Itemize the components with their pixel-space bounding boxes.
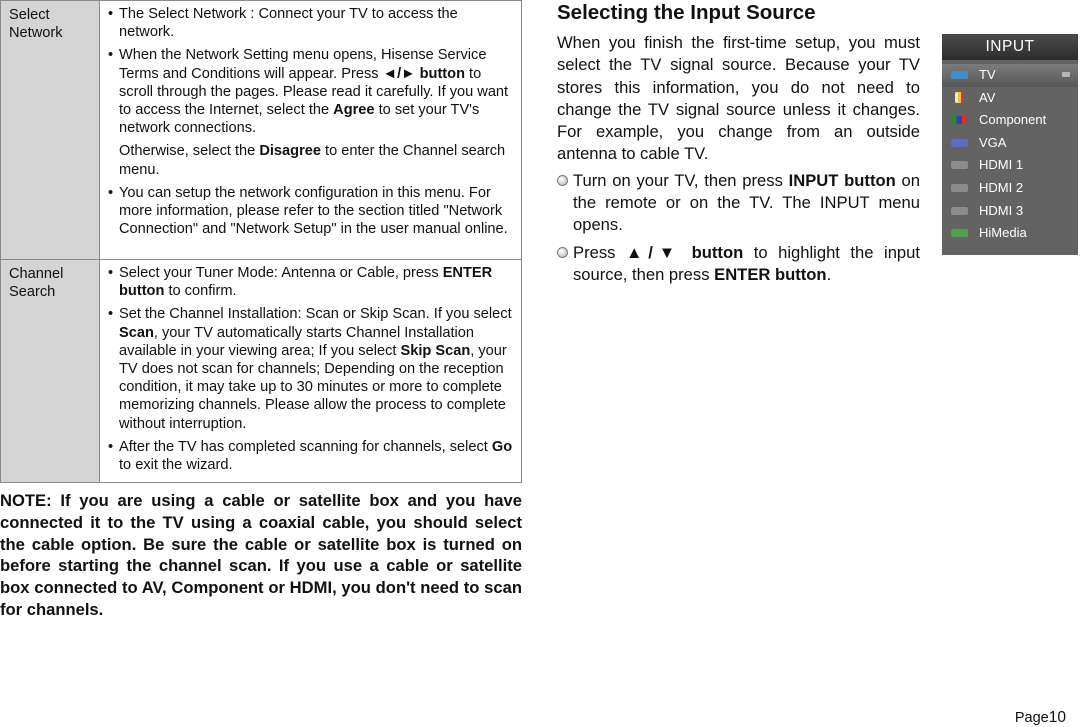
scroll-indicator-icon bbox=[1062, 72, 1070, 77]
setup-table bbox=[0, 0, 522, 483]
step-item: Turn on your TV, then press INPUT button on the remote or on the TV. The INPUT menu opens. bbox=[557, 170, 920, 235]
agree-text: Agree bbox=[333, 102, 375, 119]
av-icon bbox=[955, 92, 964, 103]
row-label-select-network: Select Network bbox=[1, 1, 100, 260]
up-down-button-text: ▲/▼ button bbox=[625, 243, 744, 263]
skip-scan-text: Skip Scan bbox=[400, 342, 471, 359]
tv-icon bbox=[951, 71, 968, 79]
input-item-himedia: HiMedia bbox=[942, 222, 1078, 245]
input-menu-header: INPUT bbox=[942, 34, 1078, 60]
list-item: • The Select Network : Connect your TV to access the network. bbox=[108, 5, 515, 41]
list-item: • Set the Channel Installation: Scan or Skip Scan. If you select Scan, your TV automatically starts Channel Installation available in your viewing area; If you select Skip Scan, your TV does not scan for channels; Depending on the reception condition, it may take up to 30 minutes or more to complete memorizing channels. Please allow the process to complete without interruption. bbox=[108, 305, 515, 432]
scan-text: Scan bbox=[119, 324, 154, 341]
input-button-text: INPUT button bbox=[788, 171, 896, 190]
disagree-text: Disagree bbox=[259, 143, 321, 160]
radio-bullet-icon bbox=[557, 175, 568, 186]
list-item: • When the Network Setting menu opens, Hisense Service Terms and Conditions will appear. Press ◄/► button to scroll through the pages. Please read it carefully. If you want to access the Internet, select the Agree to set your TV's network connections. Otherwise, select the Disagree to enter the Channel search menu. bbox=[108, 46, 515, 178]
hdmi-icon bbox=[951, 161, 968, 169]
table-row bbox=[1, 1, 522, 260]
himedia-icon bbox=[951, 229, 968, 237]
step-item: Press ▲/▼ button to highlight the input source, then press ENTER button. bbox=[557, 242, 920, 286]
vga-icon bbox=[951, 139, 968, 147]
input-item-vga: VGA bbox=[942, 132, 1078, 155]
input-item-hdmi-2: HDMI 2 bbox=[942, 177, 1078, 200]
row-desc-select-network bbox=[100, 1, 522, 260]
list-item: • You can setup the network configuration in this menu. For more information, please refer to the section titled "Network Connection" and "Network Setup" in the user manual online. bbox=[108, 184, 515, 239]
section-title: Selecting the Input Source bbox=[557, 1, 816, 24]
input-menu-screenshot bbox=[942, 34, 1078, 255]
bullet-list bbox=[108, 264, 515, 474]
input-item-hdmi-1: HDMI 1 bbox=[942, 154, 1078, 177]
row-desc-channel-search bbox=[100, 260, 522, 483]
component-icon bbox=[951, 116, 968, 124]
arrow-button-text: ◄/► button bbox=[382, 65, 465, 82]
enter-button-text: ENTER button bbox=[119, 265, 493, 300]
row-label-channel-search: Channel Search bbox=[1, 260, 100, 483]
enter-button-text: ENTER button bbox=[714, 265, 827, 285]
input-item-tv: TV bbox=[942, 64, 1078, 87]
list-item: • After the TV has completed scanning for channels, select Go to exit the wizard. bbox=[108, 438, 515, 474]
input-menu-list bbox=[942, 60, 1078, 245]
note-paragraph: NOTE: If you are using a cable or satellite box and you have connected it to the TV using a coaxial cable, you should select the cable option. Be sure the cable or satellite box is turned on before starting the channel scan. If you use a cable or satellite box connected to AV, Component or HDMI, you don't need to scan for channels. bbox=[0, 491, 522, 619]
table-row bbox=[1, 260, 522, 483]
steps-list bbox=[557, 170, 920, 293]
input-item-hdmi-3: HDMI 3 bbox=[942, 200, 1078, 223]
input-item-component: Component bbox=[942, 109, 1078, 132]
sub-paragraph: Otherwise, select the Disagree to enter the Channel search menu. bbox=[119, 143, 506, 178]
go-text: Go bbox=[491, 438, 513, 455]
radio-bullet-icon bbox=[557, 247, 568, 258]
input-item-av: AV bbox=[942, 87, 1078, 110]
hdmi-icon bbox=[951, 184, 968, 192]
bullet-list bbox=[108, 5, 515, 238]
hdmi-icon bbox=[951, 207, 968, 215]
page-number: Page10 bbox=[1014, 709, 1066, 726]
list-item: • Select your Tuner Mode: Antenna or Cable, press ENTER button to confirm. bbox=[108, 264, 515, 300]
intro-paragraph: When you finish the first-time setup, you must select the TV signal source. Because your TV stores this information, you do not need to change the TV signal source unless it changes. For example, you change from an outside antenna to cable TV. bbox=[557, 33, 920, 164]
